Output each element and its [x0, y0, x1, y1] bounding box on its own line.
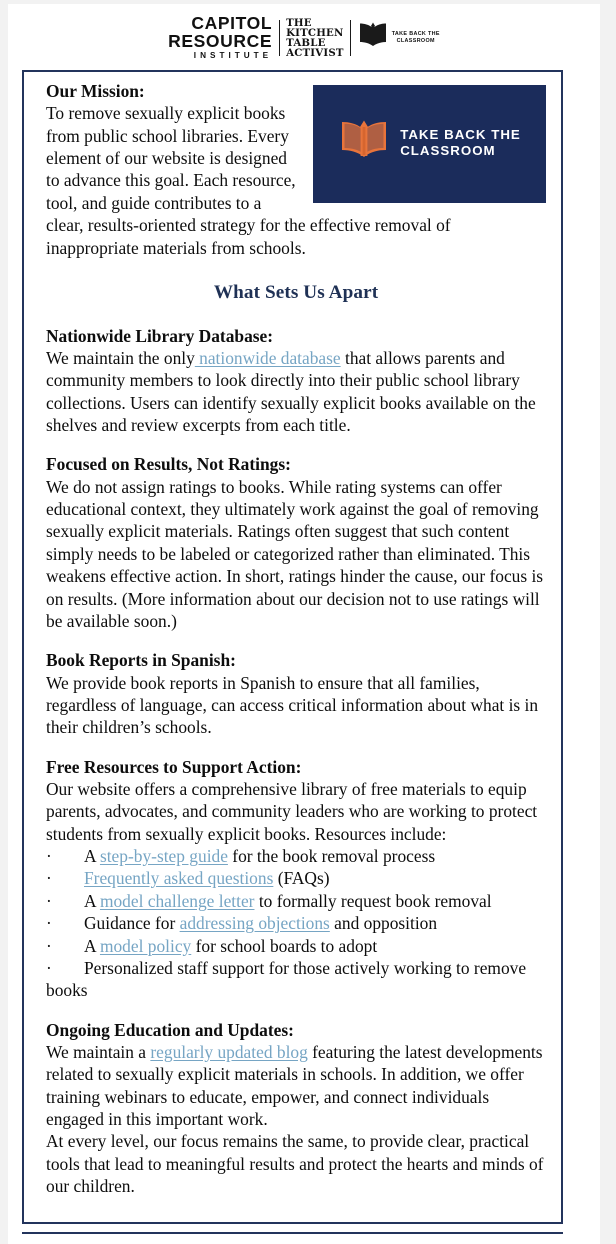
ongoing-body-post: featuring the latest developments related to sexually explicit materials in schools. In addition, we offer training webinars to educate, empower, and connect individuals engaged in this important work.: [46, 1041, 543, 1130]
list-item-text-pre: Guidance for: [84, 913, 180, 934]
resource-link-4[interactable]: addressing objections: [179, 913, 330, 934]
banner-inner: [338, 119, 521, 166]
list-item: [46, 957, 546, 1002]
resource-link-3[interactable]: model challenge letter: [99, 890, 255, 911]
ongoing-heading: Ongoing Education and Updates:: [46, 1019, 294, 1040]
ongoing-closing: At every level, our focus remains the same, to provide clear, practical tools that lead to meaningful results and protect the hearts and minds of our children.: [46, 1131, 544, 1197]
frame-bottom-rule: [22, 1232, 563, 1234]
open-book-pencil-icon: [338, 119, 390, 166]
mission-heading: Our Mission:: [46, 81, 145, 101]
nationwide-database-section: [46, 325, 546, 437]
bullet-icon: ·: [46, 890, 52, 911]
what-sets-us-apart-heading: What Sets Us Apart: [213, 281, 379, 303]
list-item: [46, 935, 546, 957]
free-resources-heading: Free Resources to Support Action:: [46, 756, 302, 777]
mission-section: [46, 80, 546, 259]
resource-link-5[interactable]: model policy: [99, 935, 192, 956]
results-body: We do not assign ratings to books. While rating systems can offer educational context, they ultimately work against the goal of removing sexually explicit materials. Ratings often suggest that such content simply needs to be labeled or categorized rather than eliminated. This weakens effective action. In short, ratings hinder the cause, our focus is on results. (More information about our decision not to use ratings will be available soon.): [46, 476, 544, 631]
list-item: [46, 890, 546, 912]
list-item-text-pre: A: [84, 846, 100, 867]
tbc-line-2: CLASSROOM: [396, 37, 435, 44]
ongoing-body-pre: We maintain a: [46, 1041, 151, 1062]
logo-line-institute: INSTITUTE: [193, 51, 273, 61]
list-item-text-post: and opposition: [329, 913, 438, 934]
banner-text: [400, 127, 521, 158]
kta-line-kitchen: KITCHEN: [286, 27, 344, 39]
list-item-text-pre: Personalized staff support for those actively working to remove books: [46, 957, 527, 1001]
kta-line-activist: ACTIVIST: [286, 46, 344, 59]
resources-list: [46, 845, 546, 1002]
logo-line-capitol: CAPITOL: [191, 13, 273, 34]
ongoing-education-section: [46, 1019, 546, 1198]
spanish-body: We provide book reports in Spanish to ensure that all families, regardless of language, can access critical information about what is in their children’s schools.: [46, 672, 539, 738]
banner-line-1: TAKE BACK THE: [400, 127, 521, 143]
list-item-text-pre: A: [84, 890, 100, 911]
list-item-text-post: for the book removal process: [227, 846, 436, 867]
resource-link-1[interactable]: step-by-step guide: [99, 846, 228, 867]
tbc-logo-text: [392, 31, 440, 46]
database-body-pre: We maintain the only: [46, 347, 195, 368]
regularly-updated-blog-link[interactable]: regularly updated blog: [150, 1041, 308, 1062]
list-item-text-post: to formally request book removal: [254, 890, 492, 911]
spacer: [46, 1002, 546, 1019]
logo-group: [168, 15, 440, 60]
kta-line-table: TABLE: [286, 36, 326, 49]
spacer: [46, 436, 546, 453]
logo-line-resource: RESOURCE: [168, 31, 273, 52]
bullet-icon: ·: [46, 957, 52, 978]
header-logo-bar: [8, 10, 600, 66]
database-heading: Nationwide Library Database:: [46, 325, 274, 346]
document-content: [46, 80, 546, 1197]
tbc-line-1: TAKE BACK THE: [391, 30, 440, 37]
banner-line-2: CLASSROOM: [400, 142, 496, 158]
list-item: [46, 867, 546, 889]
nationwide-database-link[interactable]: nationwide database: [194, 347, 341, 368]
kitchen-table-activist-logo: [280, 18, 350, 58]
take-back-the-classroom-banner: [313, 85, 546, 203]
focused-on-results-section: [46, 453, 546, 632]
bullet-icon: ·: [46, 913, 52, 934]
spanish-heading: Book Reports in Spanish:: [46, 650, 236, 671]
capitol-resource-institute-logo: [168, 15, 279, 60]
free-resources-body: Our website offers a comprehensive library of free materials to equip parents, advocates, and community leaders who are working to protect students from sexually explicit books. Resources include:: [46, 779, 538, 844]
database-body-post: that allows parents and community members to look directly into their public school library collections. Users can identify sexually explicit books available on the shelves and review excerpts from each title.: [46, 347, 536, 435]
free-resources-section: [46, 756, 546, 1002]
list-item-text-post: (FAQs): [273, 868, 330, 889]
open-book-icon: [358, 22, 388, 53]
resource-link-2[interactable]: Frequently asked questions: [84, 868, 274, 889]
spacer: [46, 632, 546, 649]
list-item: [46, 845, 546, 867]
take-back-the-classroom-logo: [351, 22, 440, 53]
list-item-text-post: for school boards to adopt: [191, 935, 378, 956]
book-reports-spanish-section: [46, 649, 546, 738]
kta-line-the: THE: [286, 17, 312, 30]
bullet-icon: ·: [46, 868, 52, 889]
spacer: [46, 739, 546, 756]
bullet-icon: ·: [46, 935, 52, 956]
list-item: [46, 912, 546, 934]
list-item-text-pre: A: [84, 935, 100, 956]
bullet-icon: ·: [46, 846, 52, 867]
results-heading: Focused on Results, Not Ratings:: [46, 454, 291, 475]
mission-body: To remove sexually explicit books from public school libraries. Every element of our website is designed to advance this goal. Each resource, tool, and guide contributes to a clear, results-oriented strategy for the effective removal of inappropriate materials from schools.: [46, 103, 451, 258]
